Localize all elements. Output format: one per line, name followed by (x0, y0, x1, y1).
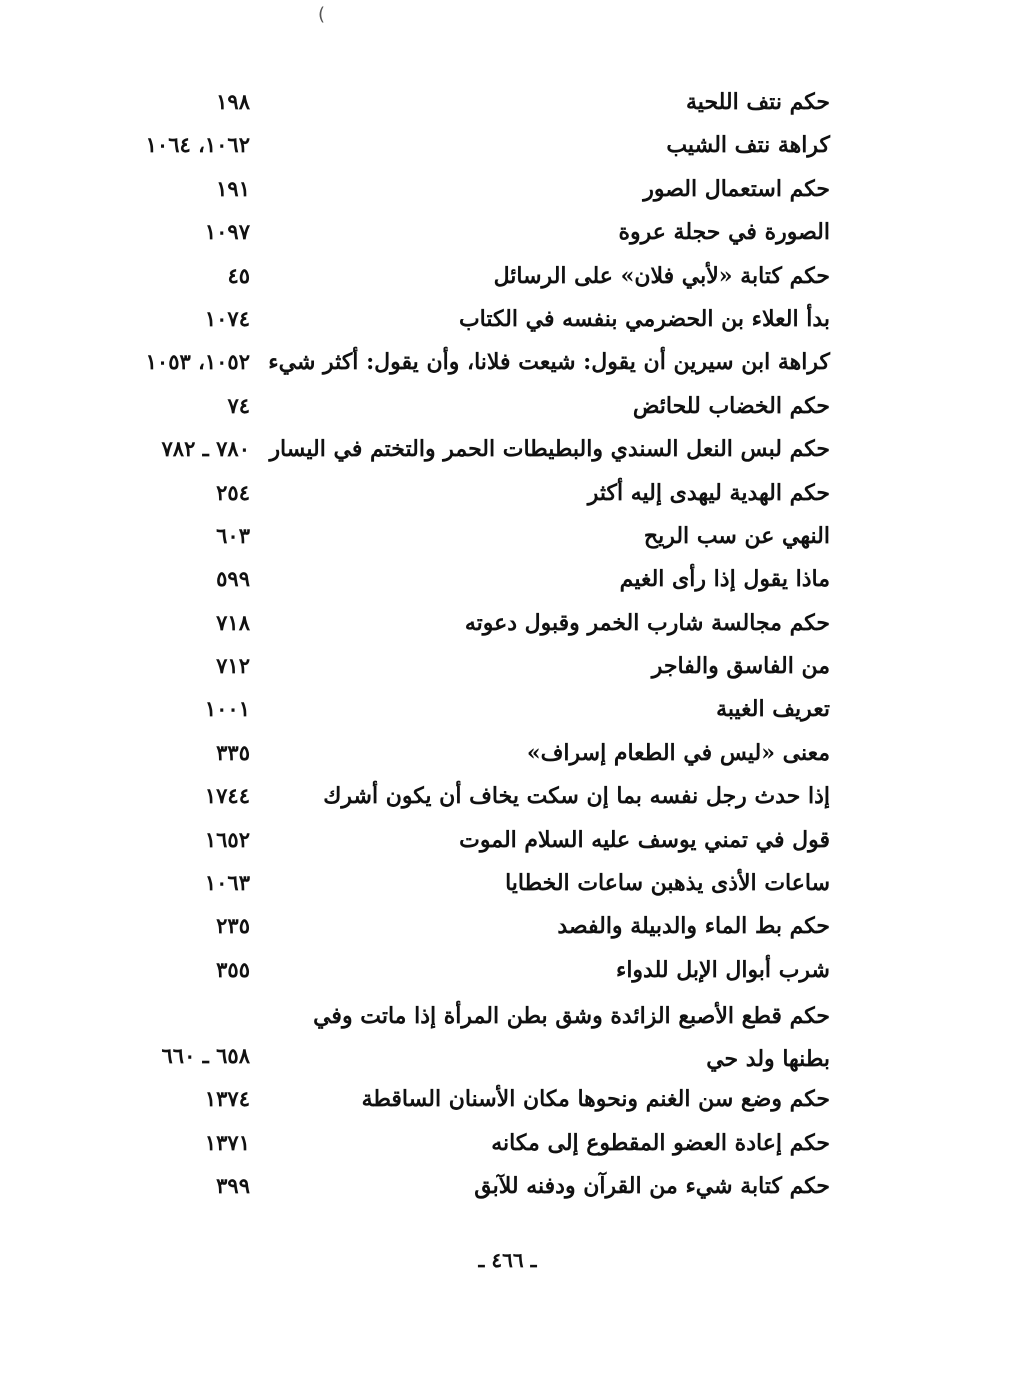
entry-pages: ٦٠٣ (216, 522, 250, 548)
index-entry (100, 774, 840, 817)
entry-topic: النهي عن سب الريح (643, 522, 830, 549)
index-entry (100, 948, 840, 991)
entry-pages: ١٩٨ (216, 89, 250, 114)
index-entry (100, 1164, 840, 1207)
entry-topic: تعريف الغيبة (716, 696, 830, 723)
index-entry (100, 861, 840, 904)
index-entry (100, 1121, 840, 1164)
index-entry (100, 427, 840, 470)
entry-pages: ١٣٧٤ (204, 1086, 250, 1112)
entry-topic: حكم بط الماء والدبيلة والفصد (557, 913, 830, 940)
entry-pages: ٤٥ (227, 262, 250, 288)
entry-pages: ٦٥٨ ـ ٦٦٠ (161, 1043, 250, 1069)
entry-topic: كراهة نتف الشيب (666, 132, 830, 159)
entry-topic: حكم قطع الأصبع الزائدة وشق بطن المرأة إذا ماتت وفي بطنها ولد حي (313, 1003, 830, 1073)
index-entry (100, 687, 840, 730)
index-entry (100, 123, 840, 166)
entry-topic: بدأ العلاء بن الحضرمي بنفسه في الكتاب (458, 305, 830, 332)
entry-topic: حكم الهدية ليهدى إليه أكثر (587, 479, 830, 506)
entry-pages: ١٠٦٢، ١٠٦٤ (145, 132, 250, 158)
entry-pages: ٧٤ (227, 392, 250, 418)
index-entry (100, 601, 840, 644)
index-entry (100, 384, 840, 427)
entry-topic: معنى «ليس في الطعام إسراف» (526, 739, 830, 766)
entry-pages: ١٣٧١ (204, 1129, 250, 1155)
index-list (100, 80, 840, 1207)
entry-topic: ماذا يقول إذا رأى الغيم (619, 566, 830, 593)
entry-pages: ٧٨٠ ـ ٧٨٢ (161, 436, 250, 462)
entry-pages: ٢٥٤ (216, 479, 250, 505)
entry-topic: من الفاسق والفاجر (651, 653, 830, 680)
entry-topic: شرب أبوال الإبل للدواء (615, 956, 830, 983)
entry-topic: حكم إعادة العضو المقطوع إلى مكانه (491, 1129, 830, 1156)
entry-pages: ١٧٤٤ (204, 783, 250, 809)
entry-topic: إذا حدث رجل نفسه بما إن سكت يخاف أن يكون أشرك (323, 783, 830, 810)
index-entry (100, 557, 840, 600)
index-entry (100, 514, 840, 557)
entry-pages: ١٠٧٤ (204, 305, 250, 331)
index-entry (100, 340, 840, 383)
entry-topic: حكم كتابة «لأبي فلان» على الرسائل (493, 262, 830, 289)
index-entry (100, 210, 840, 253)
entry-topic: حكم استعمال الصور (643, 175, 830, 202)
entry-topic: كراهة ابن سيرين أن يقول: شيعت فلانا، وأن يقول: أكثر شيء (268, 349, 830, 376)
entry-pages: ١٠٦٣ (204, 870, 250, 896)
entry-topic: قول في تمني يوسف عليه السلام الموت (459, 826, 830, 853)
entry-pages: ١٠٥٢، ١٠٥٣ (145, 349, 250, 375)
index-entry (100, 991, 840, 1077)
entry-pages: ١٩١ (216, 175, 250, 201)
index-entry (100, 818, 840, 861)
entry-pages: ٧١٢ (216, 653, 250, 679)
entry-topic: الصورة في حجلة عروة (618, 219, 830, 246)
entry-pages: ٣٩٩ (216, 1172, 250, 1198)
entry-topic: ساعات الأذى يذهبن ساعات الخطايا (505, 870, 830, 897)
entry-topic: حكم مجالسة شارب الخمر وقبول دعوته (464, 609, 830, 636)
index-entry (100, 1077, 840, 1120)
index-entry (100, 731, 840, 774)
entry-topic: حكم وضع سن الغنم ونحوها مكان الأسنان الساقطة (361, 1086, 830, 1113)
index-entry (100, 644, 840, 687)
entry-pages: ٧١٨ (216, 609, 250, 635)
entry-topic: حكم لبس النعل السندي والبطيطات الحمر والتختم في اليسار (269, 436, 830, 463)
index-entry (100, 167, 840, 210)
entry-pages: ٥٩٩ (216, 566, 250, 592)
index-entry (100, 297, 840, 340)
top-margin-mark: ( (318, 4, 326, 25)
index-entry (100, 254, 840, 297)
entry-pages: ٣٥٥ (216, 956, 250, 982)
entry-topic: حكم نتف اللحية (686, 89, 830, 115)
entry-topic: حكم الخضاب للحائض (632, 392, 830, 419)
entry-pages: ٣٣٥ (216, 739, 250, 765)
entry-pages: ٢٣٥ (216, 913, 250, 939)
entry-topic: حكم كتابة شيء من القرآن ودفنه للآبق (474, 1172, 830, 1199)
index-entry (100, 80, 840, 123)
page-number: ـ ٤٦٦ ـ (478, 1248, 537, 1272)
index-entry (100, 471, 840, 514)
index-entry (100, 904, 840, 947)
entry-pages: ١٠٩٧ (204, 219, 250, 245)
entry-pages: ١٦٥٢ (204, 826, 250, 852)
entry-pages: ١٠٠١ (204, 696, 250, 722)
